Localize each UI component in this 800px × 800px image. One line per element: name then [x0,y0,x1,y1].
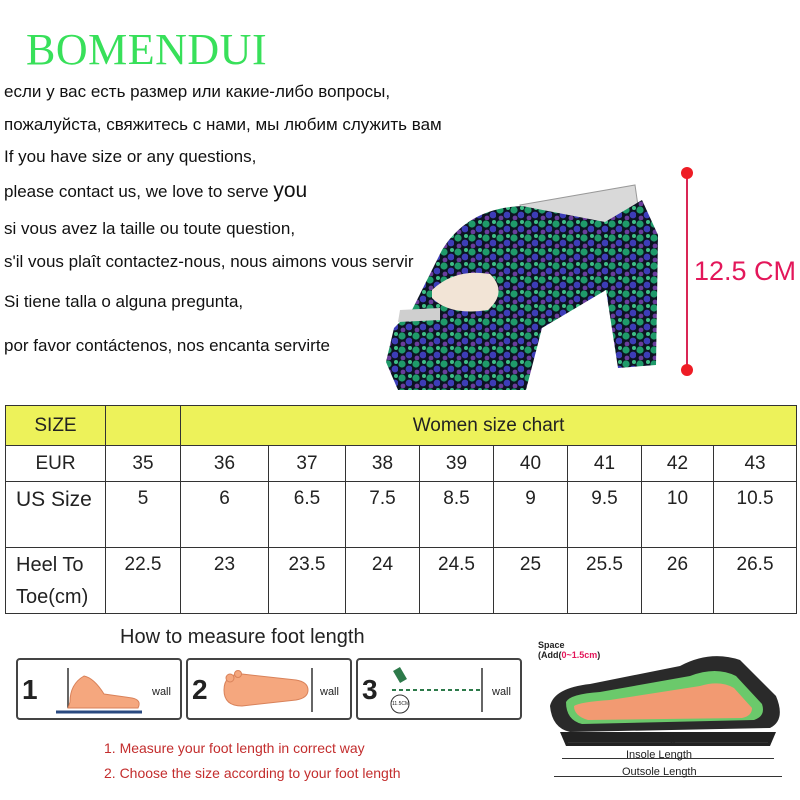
brand-logo: BOMENDUI [26,25,268,74]
step-number: 2 [192,674,208,705]
eur-cell: 37 [269,446,346,482]
us-cell: 6.5 [269,482,346,548]
heel-cell: 24.5 [420,548,494,614]
message-en-line-2-end: you [273,179,308,202]
wall-label: wall [152,686,171,698]
table-row-eur [6,446,797,482]
row-label-heel-line-2: Toe(cm) [16,585,89,608]
message-en-line-2 [4,179,307,203]
size-chart-table [5,405,797,614]
eur-cell: 38 [346,446,420,482]
eur-cell: 36 [181,446,269,482]
eur-cell: 41 [568,446,642,482]
eur-cell: 35 [106,446,181,482]
us-cell: 5 [106,482,181,548]
heel-cell: 23.5 [269,548,346,614]
row-label-heel-to-toe [6,548,106,614]
message-ru-line-1: если у вас есть размер или какие-либо вопросы, [4,82,391,101]
chart-title: Women size chart [181,406,797,446]
us-cell: 10 [642,482,714,548]
wall-label: wall [320,686,339,698]
heel-height-dot-bottom [681,364,693,376]
heel-cell: 25.5 [568,548,642,614]
measure-note-2: 2. Choose the size according to your foot length [104,765,401,781]
foot-length-diagram [530,636,798,796]
us-cell: 9 [494,482,568,548]
sequin-platform-sandal-image [370,150,670,400]
message-ru-line-2: пожалуйста, свяжитесь с нами, мы любим служить вам [4,115,442,134]
row-label-heel-line-1: Heel To [16,553,84,576]
insole-length-label: Insole Length [626,749,693,761]
message-es-line-1: Si tiene talla o alguna pregunta, [4,292,244,311]
heel-height-dot-top [681,167,693,179]
us-cell: 8.5 [420,482,494,548]
eur-cell: 43 [714,446,797,482]
space-value-prefix: (Add( [538,650,562,660]
measure-step-2 [186,658,352,720]
step-number: 3 [362,674,378,705]
table-header-row [6,406,797,446]
us-cell: 6 [181,482,269,548]
heel-cell: 26 [642,548,714,614]
us-cell: 10.5 [714,482,797,548]
heel-cell: 25 [494,548,568,614]
size-header: SIZE [6,406,106,446]
foot-length-label: Foot length [630,732,686,744]
message-fr-line-2: s'il vous plaît contactez-nous, nous aimons vous servir [4,252,414,271]
eur-cell: 42 [642,446,714,482]
space-value-range: 0~1.5cm [561,650,598,660]
eur-cell: 39 [420,446,494,482]
table-row-heel-to-toe [6,548,797,614]
heel-cell: 23 [181,548,269,614]
measure-step-3 [356,658,522,720]
ruler-icon [386,664,486,716]
space-label: Space [538,640,565,650]
ruler-mark-label: 11.5CM [392,701,410,707]
message-en-line-2-text: please contact us, we love to serve [4,182,269,201]
message-fr-line-1: si vous avez la taille ou toute question, [4,219,296,238]
table-row-us [6,482,797,548]
message-en-line-1: If you have size or any questions, [4,147,257,166]
space-value-suffix: ) [597,650,601,660]
row-label-eur: EUR [6,446,106,482]
us-cell: 9.5 [568,482,642,548]
measure-title: How to measure foot length [120,626,365,648]
measure-step-1 [16,658,182,720]
us-cell: 7.5 [346,482,420,548]
measure-note-1: 1. Measure your foot length in correct way [104,740,365,756]
heel-cell: 24 [346,548,420,614]
heel-height-line [686,172,688,370]
foot-top-icon [216,664,316,716]
header-spacer [106,406,181,446]
step-number: 1 [22,674,38,705]
outsole-length-label: Outsole Length [622,766,697,778]
heel-cell: 26.5 [714,548,797,614]
message-es-line-2: por favor contáctenos, nos encanta servirte [4,336,331,355]
wall-label: wall [492,686,511,698]
heel-cell: 22.5 [106,548,181,614]
row-label-us: US Size [6,482,106,548]
foot-side-icon [46,664,146,716]
eur-cell: 40 [494,446,568,482]
heel-height-label: 12.5 CM [694,256,797,286]
